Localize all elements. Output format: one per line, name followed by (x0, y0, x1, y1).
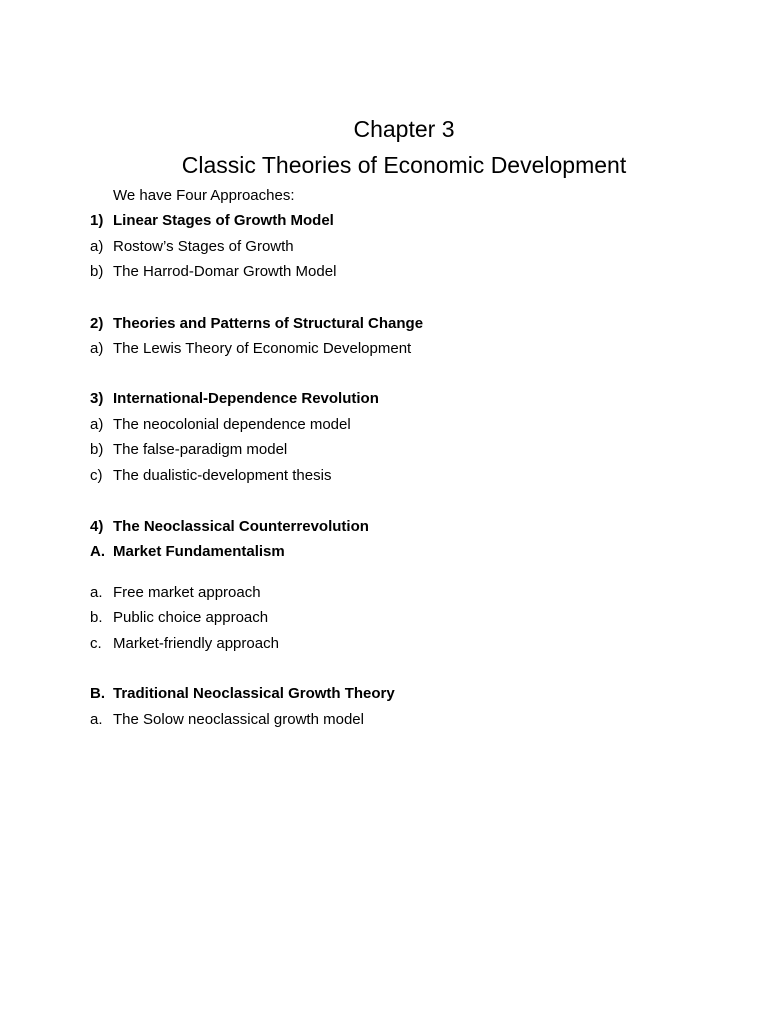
subsection-title: Traditional Neoclassical Growth Theory (113, 685, 395, 702)
section-marker: 1) (90, 212, 104, 229)
subsection-marker: B. (90, 685, 105, 702)
item-text: The Lewis Theory of Economic Development (113, 340, 412, 357)
item-text: The neocolonial dependence model (113, 416, 351, 433)
item-text: The dualistic-development thesis (113, 467, 332, 484)
item-text: The false-paradigm model (113, 441, 288, 458)
intro-text: We have Four Approaches: (113, 187, 295, 204)
item-marker: a) (90, 416, 104, 433)
item-text: The Harrod-Domar Growth Model (113, 263, 337, 280)
section-marker: 4) (90, 518, 104, 535)
item-text: Free market approach (113, 584, 261, 601)
subsection-marker: A. (90, 543, 105, 560)
item-marker: b) (90, 263, 104, 280)
chapter-number: Chapter 3 (353, 116, 455, 142)
item-text: Rostow’s Stages of Growth (113, 238, 294, 255)
item-marker: a. (90, 711, 103, 728)
section-title: The Neoclassical Counterrevolution (113, 518, 369, 535)
section-marker: 3) (90, 390, 104, 407)
item-marker: c. (90, 635, 102, 652)
item-marker: b) (90, 441, 104, 458)
item-text: Market-friendly approach (113, 635, 279, 652)
item-text: The Solow neoclassical growth model (113, 711, 364, 728)
section-title: Theories and Patterns of Structural Change (113, 315, 424, 332)
item-marker: a. (90, 584, 103, 601)
section-marker: 2) (90, 315, 104, 332)
item-marker: c) (90, 467, 103, 484)
chapter-title: Classic Theories of Economic Development (181, 152, 627, 178)
section-title: Linear Stages of Growth Model (113, 212, 334, 229)
item-text: Public choice approach (113, 609, 269, 626)
item-marker: a) (90, 340, 104, 357)
item-marker: b. (90, 609, 103, 626)
item-marker: a) (90, 238, 104, 255)
section-title: International-Dependence Revolution (113, 390, 379, 407)
subsection-title: Market Fundamentalism (113, 543, 285, 560)
